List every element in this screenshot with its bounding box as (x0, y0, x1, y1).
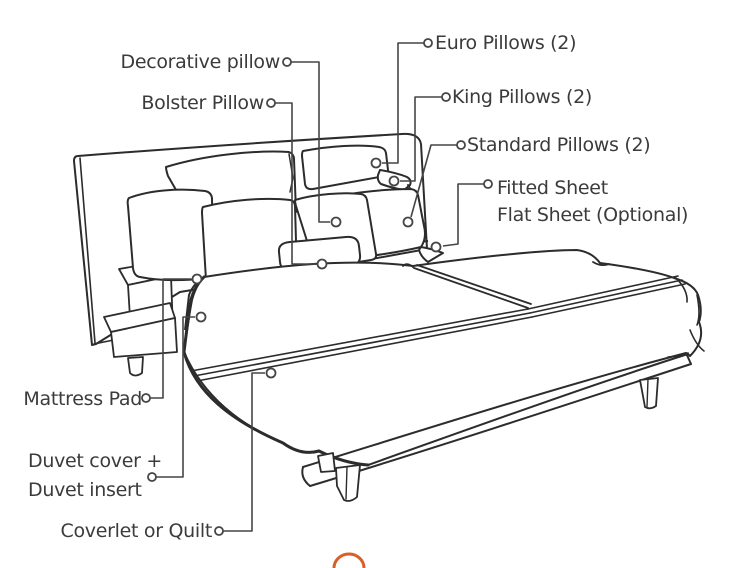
dot-bolster-target (318, 260, 327, 269)
label-bolster-pillow: Bolster Pillow (141, 92, 264, 114)
dot-bolster-label (267, 99, 275, 107)
label-duvet-line2: Duvet insert (28, 479, 142, 501)
dot-standard-target (404, 218, 413, 227)
dot-king-label (442, 93, 450, 101)
label-euro-pillows: Euro Pillows (2) (435, 32, 577, 54)
label-flat-sheet-line2: Flat Sheet (Optional) (497, 204, 689, 226)
dot-decorative-target (332, 218, 341, 227)
label-duvet (28, 447, 162, 505)
leader-fitted-sheet (443, 184, 486, 246)
label-decorative-pillow: Decorative pillow (120, 51, 280, 73)
front-leg (336, 465, 360, 501)
dot-fitted-target (432, 243, 441, 252)
label-king-pillows: King Pillows (2) (452, 86, 592, 108)
dot-euro-target (372, 159, 381, 168)
front-leg-back (318, 453, 335, 472)
right-leg-crease (647, 379, 648, 407)
right-leg (640, 378, 658, 408)
label-standard-pillows: Standard Pillows (2) (467, 134, 651, 156)
label-fitted-sheet-line1: Fitted Sheet (497, 177, 608, 199)
base-left-cap (302, 467, 310, 486)
orange-logo-arc (334, 554, 364, 568)
front-leg-crease (346, 467, 347, 499)
label-fitted-sheet (497, 175, 688, 229)
dot-fitted-label (484, 180, 492, 188)
dot-mattress-target (193, 275, 202, 284)
dot-duvet-target (197, 313, 206, 322)
dot-mattress-label (142, 394, 150, 402)
dot-decorative-label (283, 58, 291, 66)
label-coverlet: Coverlet or Quilt (60, 520, 212, 542)
dot-coverlet-target (267, 369, 276, 378)
dot-coverlet-label (215, 527, 223, 535)
king-pillow-left (128, 190, 213, 280)
dot-king-target (390, 177, 399, 186)
dot-euro-label (424, 39, 432, 47)
label-duvet-line1: Duvet cover + (28, 450, 162, 472)
dot-standard-label (457, 141, 465, 149)
label-mattress-pad: Mattress Pad (23, 388, 142, 410)
left-leg (128, 357, 143, 376)
